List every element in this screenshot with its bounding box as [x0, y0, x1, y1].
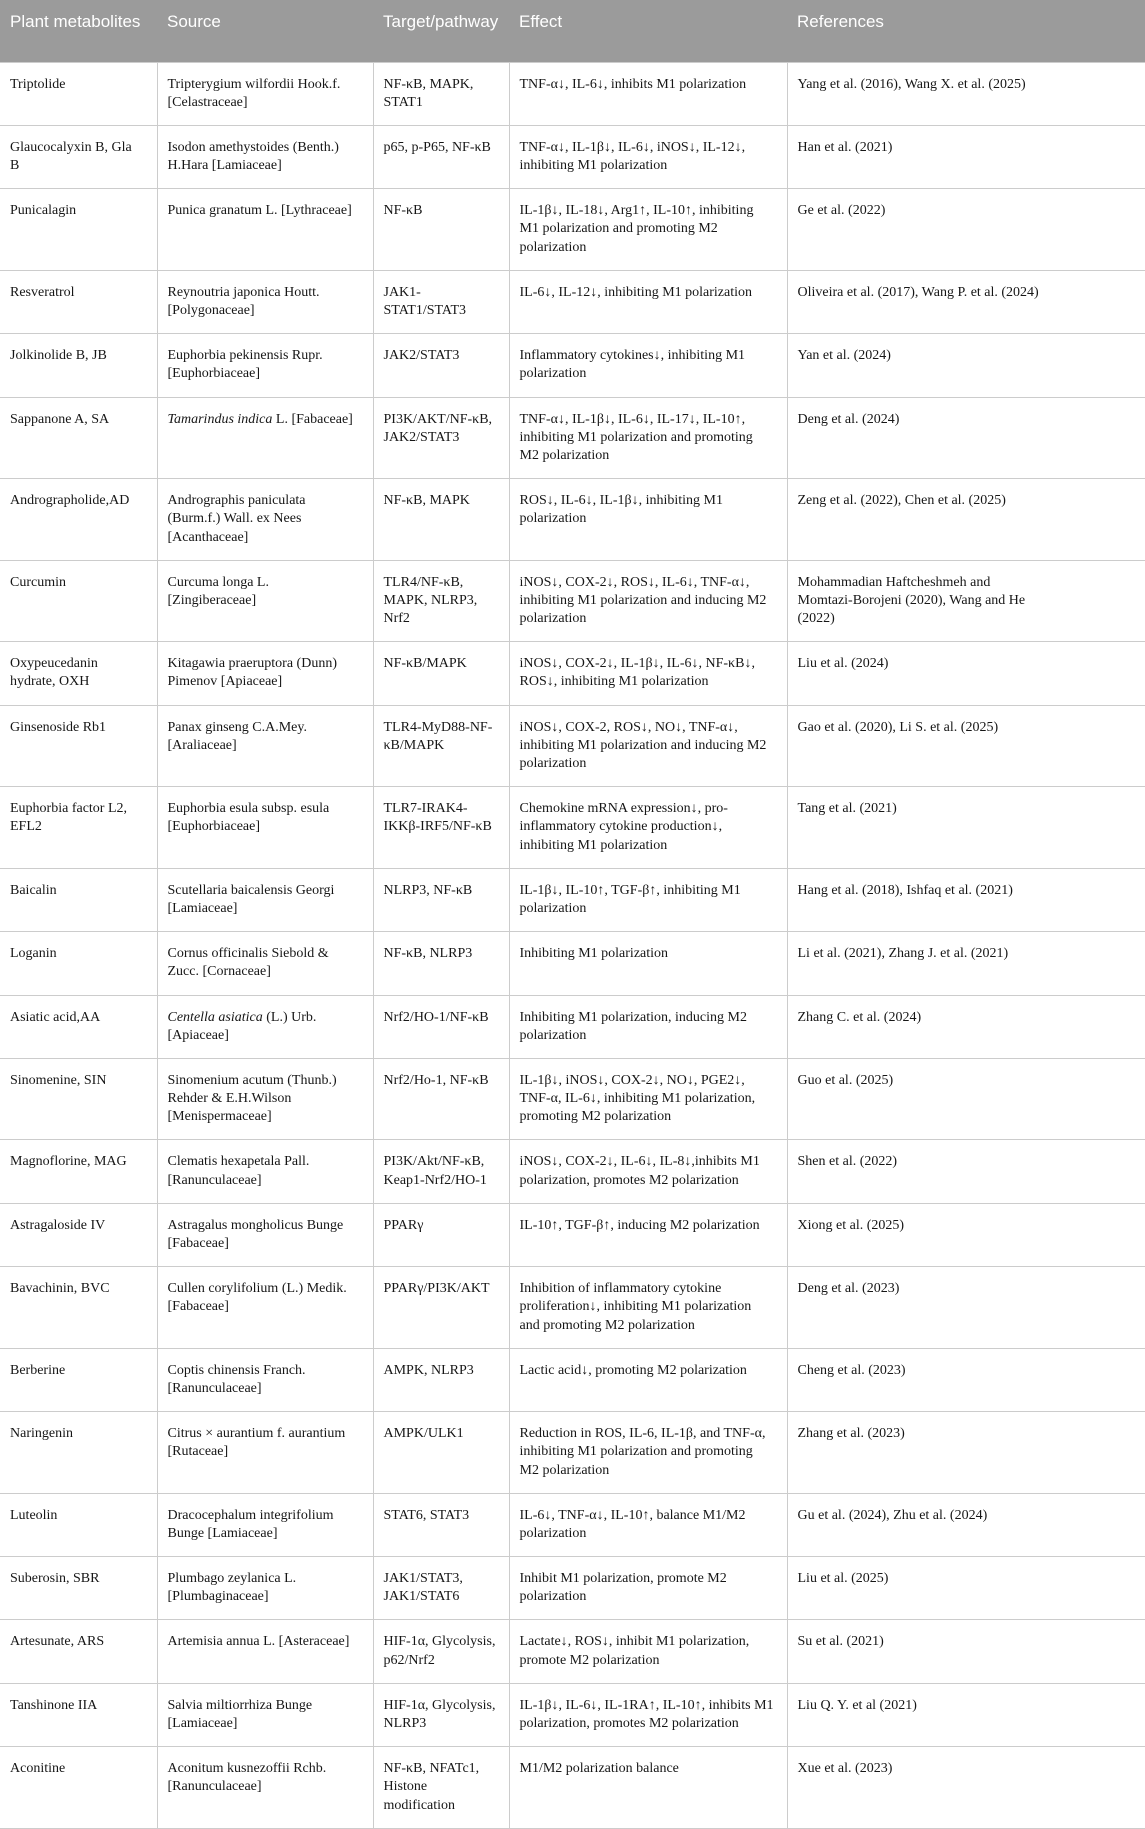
- target-pathway-cell: HIF-1α, Glycolysis, p62/Nrf2: [373, 1620, 509, 1683]
- target-pathway-cell: Nrf2/HO-1/NF-κB: [373, 995, 509, 1058]
- references-cell: Liu et al. (2024): [787, 642, 1145, 705]
- target-pathway-cell: PPARγ/PI3K/AKT: [373, 1267, 509, 1349]
- plant-metabolite-cell: Oxypeucedanin hydrate, OXH: [0, 642, 157, 705]
- source-cell: Coptis chinensis Franch. [Ranunculaceae]: [157, 1348, 373, 1411]
- plant-metabolite-cell: Resveratrol: [0, 270, 157, 333]
- references-cell: Zhang et al. (2023): [787, 1412, 1145, 1494]
- plant-metabolite-cell: Aconitine: [0, 1747, 157, 1829]
- target-pathway-cell: TLR7-IRAK4-IKKβ-IRF5/NF-κB: [373, 787, 509, 869]
- source-cell: Citrus × aurantium f. aurantium [Rutaceae]: [157, 1412, 373, 1494]
- table-row: [0, 1412, 1145, 1494]
- plant-metabolite-cell: Asiatic acid,AA: [0, 995, 157, 1058]
- table-row: [0, 1683, 1145, 1746]
- table-row: [0, 1493, 1145, 1556]
- source-cell: Kitagawia praeruptora (Dunn) Pimenov [Apiaceae]: [157, 642, 373, 705]
- source-cell: Plumbago zeylanica L. [Plumbaginaceae]: [157, 1557, 373, 1620]
- column-header-effect: Effect: [509, 0, 787, 62]
- effect-cell: IL-10↑, TGF-β↑, inducing M2 polarization: [509, 1203, 787, 1266]
- table-row: [0, 397, 1145, 479]
- effect-cell: TNF-α↓, IL-1β↓, IL-6↓, IL-17↓, IL-10↑, inhibiting M1 polarization and promoting M2 polarization: [509, 397, 787, 479]
- table-row: [0, 560, 1145, 642]
- effect-cell: M1/M2 polarization balance: [509, 1747, 787, 1829]
- effect-cell: IL-1β↓, IL-18↓, Arg1↑, IL-10↑, inhibiting M1 polarization and promoting M2 polarization: [509, 189, 787, 271]
- column-header-target-pathway: Target/pathway: [373, 0, 509, 62]
- references-cell: Zhang C. et al. (2024): [787, 995, 1145, 1058]
- source-cell: Curcuma longa L. [Zingiberaceae]: [157, 560, 373, 642]
- table-body: [0, 62, 1145, 1828]
- references-cell: Su et al. (2021): [787, 1620, 1145, 1683]
- plant-metabolite-cell: Euphorbia factor L2, EFL2: [0, 787, 157, 869]
- references-cell: Han et al. (2021): [787, 125, 1145, 188]
- header-row: [0, 0, 1145, 62]
- source-cell: Reynoutria japonica Houtt. [Polygonaceae]: [157, 270, 373, 333]
- target-pathway-cell: TLR4/NF-κB, MAPK, NLRP3, Nrf2: [373, 560, 509, 642]
- table-row: [0, 479, 1145, 561]
- references-cell: Xue et al. (2023): [787, 1747, 1145, 1829]
- target-pathway-cell: NF-κB, MAPK, STAT1: [373, 62, 509, 125]
- column-header-source: Source: [157, 0, 373, 62]
- plant-metabolite-cell: Artesunate, ARS: [0, 1620, 157, 1683]
- plant-metabolite-cell: Baicalin: [0, 868, 157, 931]
- source-cell: Cullen corylifolium (L.) Medik. [Fabaceae]: [157, 1267, 373, 1349]
- effect-cell: iNOS↓, COX-2, ROS↓, NO↓, TNF-α↓, inhibiting M1 polarization and inducing M2 polarization: [509, 705, 787, 787]
- references-cell: Zeng et al. (2022), Chen et al. (2025): [787, 479, 1145, 561]
- source-cell: Panax ginseng C.A.Mey. [Araliaceae]: [157, 705, 373, 787]
- source-cell: Andrographis paniculata (Burm.f.) Wall. ex Nees [Acanthaceae]: [157, 479, 373, 561]
- target-pathway-cell: HIF-1α, Glycolysis, NLRP3: [373, 1683, 509, 1746]
- source-cell: Isodon amethystoides (Benth.) H.Hara [Lamiaceae]: [157, 125, 373, 188]
- target-pathway-cell: TLR4-MyD88-NF-κB/MAPK: [373, 705, 509, 787]
- references-cell: Ge et al. (2022): [787, 189, 1145, 271]
- references-cell: Shen et al. (2022): [787, 1140, 1145, 1203]
- species-name-italic: Centella asiatica: [167, 1009, 263, 1025]
- target-pathway-cell: NF-κB, NFATc1, Histone modification: [373, 1747, 509, 1829]
- effect-cell: IL-6↓, TNF-α↓, IL-10↑, balance M1/M2 polarization: [509, 1493, 787, 1556]
- target-pathway-cell: NF-κB: [373, 189, 509, 271]
- plant-metabolite-cell: Ginsenoside Rb1: [0, 705, 157, 787]
- plant-metabolite-cell: Loganin: [0, 932, 157, 995]
- plant-metabolite-cell: Bavachinin, BVC: [0, 1267, 157, 1349]
- references-cell: Guo et al. (2025): [787, 1058, 1145, 1140]
- effect-cell: IL-6↓, IL-12↓, inhibiting M1 polarization: [509, 270, 787, 333]
- plant-metabolite-cell: Astragaloside IV: [0, 1203, 157, 1266]
- target-pathway-cell: NF-κB, NLRP3: [373, 932, 509, 995]
- table-row: [0, 1058, 1145, 1140]
- references-cell: Hang et al. (2018), Ishfaq et al. (2021): [787, 868, 1145, 931]
- table-row: [0, 1140, 1145, 1203]
- effect-cell: Lactate↓, ROS↓, inhibit M1 polarization, promote M2 polarization: [509, 1620, 787, 1683]
- source-cell: Euphorbia pekinensis Rupr. [Euphorbiaceae]: [157, 334, 373, 397]
- effect-cell: TNF-α↓, IL-1β↓, IL-6↓, iNOS↓, IL-12↓, inhibiting M1 polarization: [509, 125, 787, 188]
- source-cell: Salvia miltiorrhiza Bunge [Lamiaceae]: [157, 1683, 373, 1746]
- table-row: [0, 189, 1145, 271]
- target-pathway-cell: NF-κB, MAPK: [373, 479, 509, 561]
- table-row: [0, 995, 1145, 1058]
- source-cell: Centella asiatica (L.) Urb. [Apiaceae]: [157, 995, 373, 1058]
- plant-metabolite-cell: Sappanone A, SA: [0, 397, 157, 479]
- table-row: [0, 932, 1145, 995]
- effect-cell: Inhibition of inflammatory cytokine proliferation↓, inhibiting M1 polarization and promoting M2 polarization: [509, 1267, 787, 1349]
- effect-cell: Inflammatory cytokines↓, inhibiting M1 polarization: [509, 334, 787, 397]
- target-pathway-cell: Nrf2/Ho-1, NF-κB: [373, 1058, 509, 1140]
- column-header-plant-metabolites: Plant metabolites: [0, 0, 157, 62]
- target-pathway-cell: PI3K/AKT/NF-κB, JAK2/STAT3: [373, 397, 509, 479]
- effect-cell: IL-1β↓, IL-6↓, IL-1RA↑, IL-10↑, inhibits M1 polarization, promotes M2 polarization: [509, 1683, 787, 1746]
- column-header-references: References: [787, 0, 1145, 62]
- plant-metabolite-cell: Punicalagin: [0, 189, 157, 271]
- effect-cell: Inhibiting M1 polarization, inducing M2 polarization: [509, 995, 787, 1058]
- source-cell: Euphorbia esula subsp. esula [Euphorbiaceae]: [157, 787, 373, 869]
- target-pathway-cell: NF-κB/MAPK: [373, 642, 509, 705]
- plant-metabolite-cell: Tanshinone IIA: [0, 1683, 157, 1746]
- target-pathway-cell: JAK1-STAT1/STAT3: [373, 270, 509, 333]
- plant-metabolite-cell: Sinomenine, SIN: [0, 1058, 157, 1140]
- target-pathway-cell: p65, p-P65, NF-κB: [373, 125, 509, 188]
- plant-metabolite-cell: Andrographolide,AD: [0, 479, 157, 561]
- references-cell: Cheng et al. (2023): [787, 1348, 1145, 1411]
- source-cell: Tripterygium wilfordii Hook.f. [Celastraceae]: [157, 62, 373, 125]
- references-cell: Liu et al. (2025): [787, 1557, 1145, 1620]
- plant-metabolite-cell: Magnoflorine, MAG: [0, 1140, 157, 1203]
- effect-cell: Lactic acid↓, promoting M2 polarization: [509, 1348, 787, 1411]
- plant-metabolite-cell: Luteolin: [0, 1493, 157, 1556]
- table-row: [0, 334, 1145, 397]
- references-cell: Mohammadian Haftcheshmeh and Momtazi-Borojeni (2020), Wang and He (2022): [787, 560, 1145, 642]
- source-cell: Artemisia annua L. [Asteraceae]: [157, 1620, 373, 1683]
- references-cell: Yang et al. (2016), Wang X. et al. (2025): [787, 62, 1145, 125]
- plant-metabolite-cell: Jolkinolide B, JB: [0, 334, 157, 397]
- table-row: [0, 270, 1145, 333]
- plant-metabolite-cell: Glaucocalyxin B, Gla B: [0, 125, 157, 188]
- references-cell: Li et al. (2021), Zhang J. et al. (2021): [787, 932, 1145, 995]
- plant-metabolite-cell: Suberosin, SBR: [0, 1557, 157, 1620]
- effect-cell: iNOS↓, COX-2↓, IL-6↓, IL-8↓,inhibits M1 polarization, promotes M2 polarization: [509, 1140, 787, 1203]
- references-cell: Gao et al. (2020), Li S. et al. (2025): [787, 705, 1145, 787]
- source-cell: Scutellaria baicalensis Georgi [Lamiaceae]: [157, 868, 373, 931]
- references-cell: Deng et al. (2024): [787, 397, 1145, 479]
- effect-cell: iNOS↓, COX-2↓, IL-1β↓, IL-6↓, NF-κB↓, ROS↓, inhibiting M1 polarization: [509, 642, 787, 705]
- table-row: [0, 787, 1145, 869]
- table-row: [0, 642, 1145, 705]
- target-pathway-cell: JAK2/STAT3: [373, 334, 509, 397]
- plant-metabolite-cell: Berberine: [0, 1348, 157, 1411]
- effect-cell: Reduction in ROS, IL-6, IL-1β, and TNF-α, inhibiting M1 polarization and promoting M2 polarization: [509, 1412, 787, 1494]
- target-pathway-cell: PPARγ: [373, 1203, 509, 1266]
- table-row: [0, 1348, 1145, 1411]
- effect-cell: ROS↓, IL-6↓, IL-1β↓, inhibiting M1 polarization: [509, 479, 787, 561]
- effect-cell: Inhibiting M1 polarization: [509, 932, 787, 995]
- source-cell: Cornus officinalis Siebold & Zucc. [Cornaceae]: [157, 932, 373, 995]
- effect-cell: IL-1β↓, iNOS↓, COX-2↓, NO↓, PGE2↓, TNF-α, IL-6↓, inhibiting M1 polarization, promoting M2 polarization: [509, 1058, 787, 1140]
- target-pathway-cell: NLRP3, NF-κB: [373, 868, 509, 931]
- table-row: [0, 1203, 1145, 1266]
- plant-metabolite-cell: Triptolide: [0, 62, 157, 125]
- source-cell: Sinomenium acutum (Thunb.) Rehder & E.H.Wilson [Menispermaceae]: [157, 1058, 373, 1140]
- effect-cell: TNF-α↓, IL-6↓, inhibits M1 polarization: [509, 62, 787, 125]
- references-cell: Liu Q. Y. et al (2021): [787, 1683, 1145, 1746]
- table-row: [0, 1747, 1145, 1829]
- table-row: [0, 1557, 1145, 1620]
- references-cell: Oliveira et al. (2017), Wang P. et al. (2024): [787, 270, 1145, 333]
- table-row: [0, 705, 1145, 787]
- source-cell: Clematis hexapetala Pall. [Ranunculaceae]: [157, 1140, 373, 1203]
- plant-metabolite-cell: Naringenin: [0, 1412, 157, 1494]
- target-pathway-cell: AMPK/ULK1: [373, 1412, 509, 1494]
- references-cell: Deng et al. (2023): [787, 1267, 1145, 1349]
- source-cell: Tamarindus indica L. [Fabaceae]: [157, 397, 373, 479]
- references-cell: Gu et al. (2024), Zhu et al. (2024): [787, 1493, 1145, 1556]
- references-cell: Yan et al. (2024): [787, 334, 1145, 397]
- table-row: [0, 125, 1145, 188]
- effect-cell: iNOS↓, COX-2↓, ROS↓, IL-6↓, TNF-α↓, inhibiting M1 polarization and inducing M2 polarization: [509, 560, 787, 642]
- target-pathway-cell: STAT6, STAT3: [373, 1493, 509, 1556]
- source-cell: Astragalus mongholicus Bunge [Fabaceae]: [157, 1203, 373, 1266]
- references-cell: Tang et al. (2021): [787, 787, 1145, 869]
- source-cell: Aconitum kusnezoffii Rchb. [Ranunculaceae]: [157, 1747, 373, 1829]
- table-header: [0, 0, 1145, 62]
- target-pathway-cell: AMPK, NLRP3: [373, 1348, 509, 1411]
- effect-cell: Chemokine mRNA expression↓, pro-inflammatory cytokine production↓, inhibiting M1 polarization: [509, 787, 787, 869]
- table-row: [0, 62, 1145, 125]
- source-cell: Punica granatum L. [Lythraceae]: [157, 189, 373, 271]
- target-pathway-cell: JAK1/STAT3, JAK1/STAT6: [373, 1557, 509, 1620]
- effect-cell: Inhibit M1 polarization, promote M2 polarization: [509, 1557, 787, 1620]
- species-name-italic: Tamarindus indica: [167, 411, 273, 427]
- target-pathway-cell: PI3K/Akt/NF-κB, Keap1-Nrf2/HO-1: [373, 1140, 509, 1203]
- source-cell: Dracocephalum integrifolium Bunge [Lamiaceae]: [157, 1493, 373, 1556]
- references-cell: Xiong et al. (2025): [787, 1203, 1145, 1266]
- table-row: [0, 1267, 1145, 1349]
- table-row: [0, 1620, 1145, 1683]
- table-row: [0, 868, 1145, 931]
- plant-metabolite-cell: Curcumin: [0, 560, 157, 642]
- effect-cell: IL-1β↓, IL-10↑, TGF-β↑, inhibiting M1 polarization: [509, 868, 787, 931]
